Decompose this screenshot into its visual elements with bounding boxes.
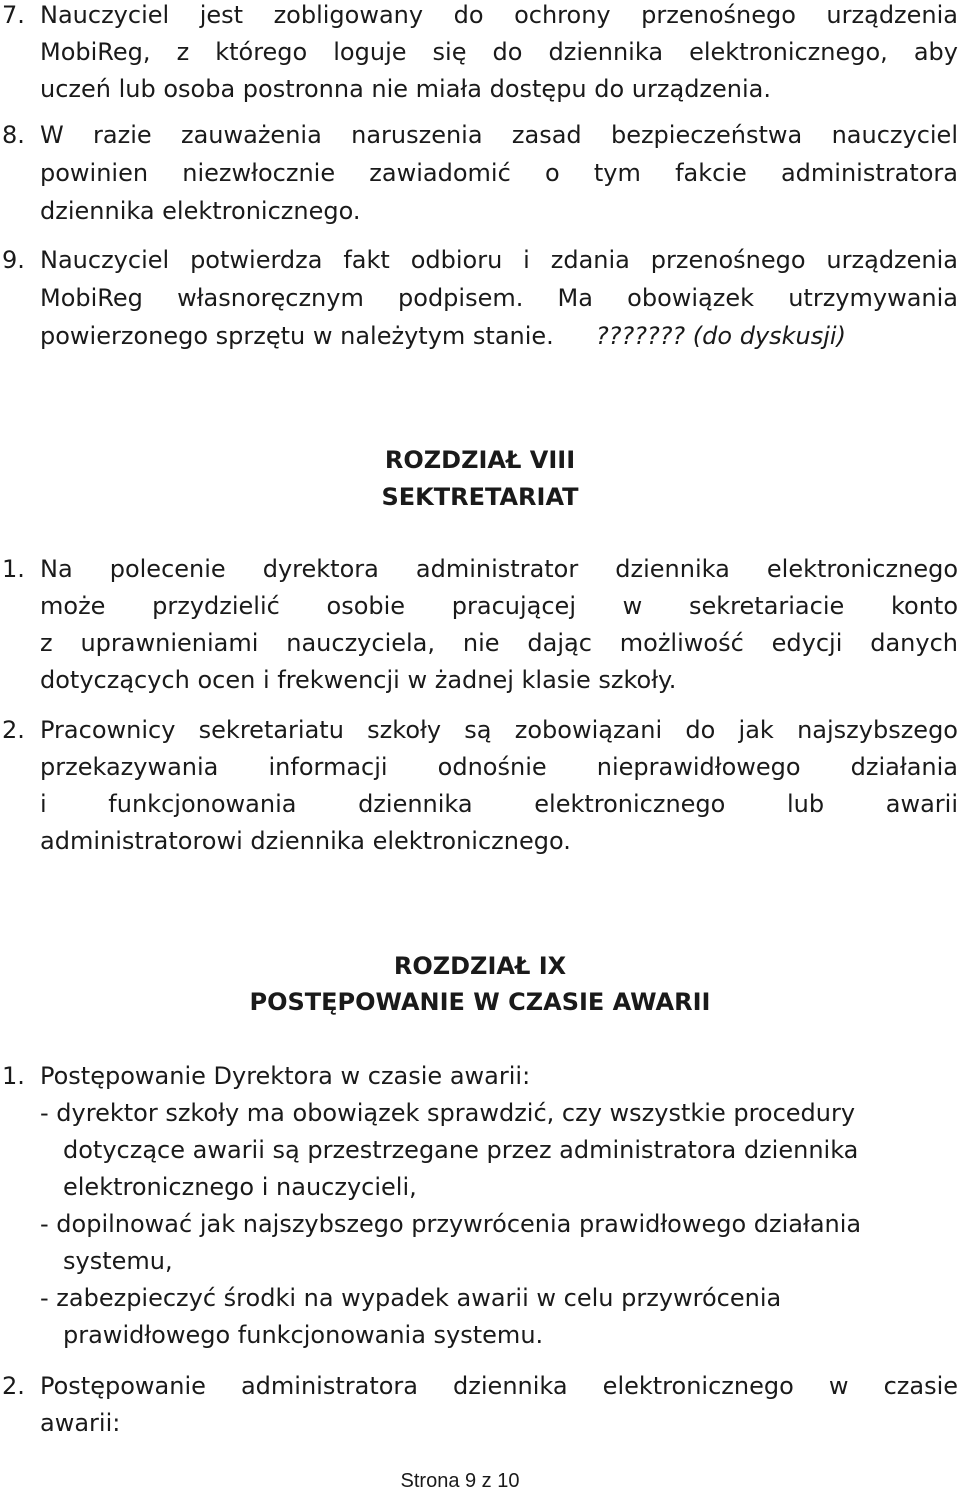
bullet-line: prawidłowego funkcjonowania systemu. xyxy=(63,1321,544,1349)
list-number: 2. xyxy=(2,1372,25,1400)
item-title: Postępowanie Dyrektora w czasie awarii: xyxy=(40,1062,531,1090)
text-line: przekazywania informacji odnośnie nieprawidłowego działania xyxy=(40,753,958,781)
text-line: MobiReg, z którego loguje się do dziennika elektronicznego, aby xyxy=(40,38,958,66)
bullet-line: - dopilnować jak najszybszego przywrócenia prawidłowego działania xyxy=(40,1210,862,1238)
list-number: 8. xyxy=(2,121,25,149)
text-line: administratorowi dziennika elektronicznego. xyxy=(40,827,571,855)
text-line: Pracownicy sekretariatu szkoły są zobowiązani do jak najszybszego xyxy=(40,716,958,744)
list-number: 1. xyxy=(2,555,25,583)
bullet-line: systemu, xyxy=(63,1247,173,1275)
list-number: 9. xyxy=(2,246,25,274)
discussion-note: ??????? (do dyskusji) xyxy=(596,322,846,350)
text-line: W razie zauważenia naruszenia zasad bezpieczeństwa nauczyciel xyxy=(40,121,958,149)
bullet-line: - dyrektor szkoły ma obowiązek sprawdzić, czy wszystkie procedury xyxy=(40,1099,856,1127)
text-line: powinien niezwłocznie zawiadomić o tym fakcie administratora xyxy=(40,159,958,187)
text-line: uczeń lub osoba postronna nie miała dostępu do urządzenia. xyxy=(40,75,772,103)
text-line: może przydzielić osobie pracującej w sekretariacie konto xyxy=(40,592,958,620)
chapter-heading: ROZDZIAŁ IX xyxy=(393,952,567,980)
chapter-subheading: POSTĘPOWANIE W CZASIE AWARII xyxy=(249,988,711,1016)
text-line: i funkcjonowania dziennika elektronicznego lub awarii xyxy=(40,790,958,818)
bullet-line: dotyczące awarii są przestrzegane przez administratora dziennika xyxy=(63,1136,859,1164)
text-line: dotyczących ocen i frekwencji w żadnej klasie szkoły. xyxy=(40,666,677,694)
text-line: Postępowanie administratora dziennika elektronicznego w czasie xyxy=(40,1372,958,1400)
text-line: powierzonego sprzętu w należytym stanie. xyxy=(40,322,554,350)
list-number: 1. xyxy=(2,1062,25,1090)
text-line: Nauczyciel jest zobligowany do ochrony przenośnego urządzenia xyxy=(40,1,958,29)
text-line: dziennika elektronicznego. xyxy=(40,197,361,225)
bullet-line: - zabezpieczyć środki na wypadek awarii w celu przywrócenia xyxy=(40,1284,782,1312)
text-line: Nauczyciel potwierdza fakt odbioru i zdania przenośnego urządzenia xyxy=(40,246,958,274)
chapter-subheading: SEKTRETARIAT xyxy=(381,483,579,511)
text-line: awarii: xyxy=(40,1409,121,1437)
text-line: MobiReg własnoręcznym podpisem. Ma obowiązek utrzymywania xyxy=(40,284,958,312)
chapter-heading: ROZDZIAŁ VIII xyxy=(384,446,576,474)
text-line: z uprawnieniami nauczyciela, nie dając możliwość edycji danych xyxy=(40,629,958,657)
list-number: 7. xyxy=(2,1,25,29)
list-number: 2. xyxy=(2,716,25,744)
bullet-line: elektronicznego i nauczycieli, xyxy=(63,1173,417,1201)
page-number: Strona 9 z 10 xyxy=(400,1470,520,1492)
text-line: Na polecenie dyrektora administrator dziennika elektronicznego xyxy=(40,555,958,583)
